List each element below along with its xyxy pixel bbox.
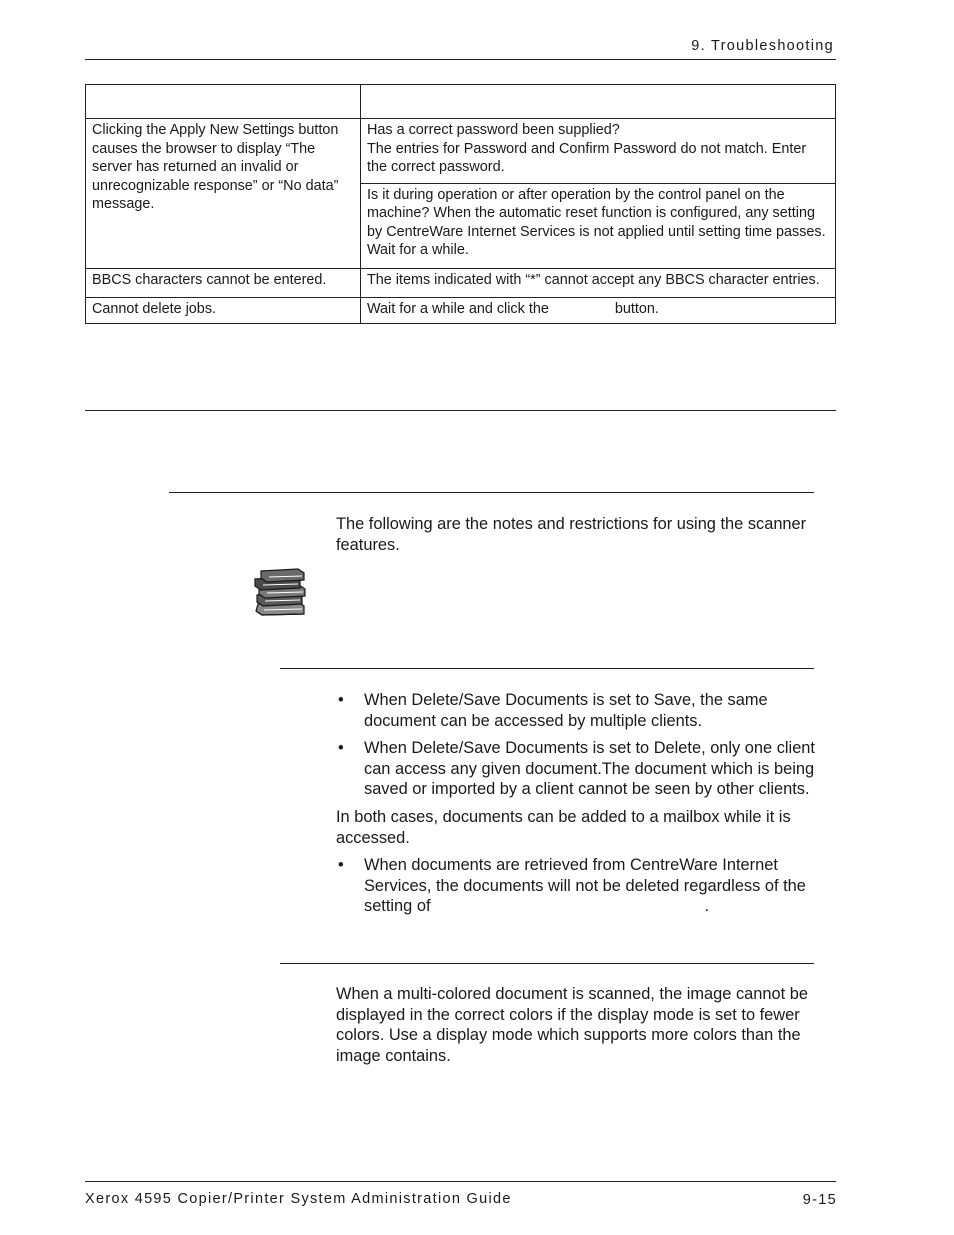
book-stack-icon [252,568,308,616]
symptom-text: Cannot delete jobs. [92,301,217,317]
list-item [336,738,836,800]
subsection-rule [280,963,814,964]
symptom-cell [86,298,361,324]
remedy-line: Has a correct password been supplied? [367,122,620,138]
remedy-text [361,119,835,183]
bullet-marker: • [338,856,344,874]
list-item [336,690,836,731]
list-item-text-after: . [704,897,710,915]
section-rule [85,410,836,411]
footer-guide-title: Xerox 4595 Copier/Printer System Administration Guide [85,1191,512,1207]
header-rule [85,59,836,60]
symptom-cell [86,119,361,269]
list-item-text: When Delete/Save Documents is set to Save, the same document can be accessed by multiple clients. [364,691,768,730]
remedy-cell [361,119,836,184]
intro-paragraph: The following are the notes and restrictions for using the scanner features. [336,515,807,554]
remedy-cell [361,183,836,268]
header-cell-remedy [361,85,836,119]
symptom-cell [86,268,361,298]
table-header-row [86,85,836,119]
remedy-text-after: button. [614,301,659,317]
subsection-rule [280,668,814,669]
running-header: 9. Troubleshooting [691,38,834,54]
remedy-text: Is it during operation or after operation by the control panel on the machine? When the automatic reset function is configured, any setting by CentreWare Internet Services is not applied until setting time passes. Wait for a while. [367,186,826,258]
list-item-text [364,855,836,917]
troubleshooting-table [85,84,836,324]
list-item-text: When Delete/Save Documents is set to Delete, only one client can access any given document.The document which is being saved or imported by a client cannot be seen by other clients. [364,739,815,798]
list-item [336,855,836,917]
bullet-marker: • [338,739,344,757]
table-row [86,298,836,324]
remedy-cell [361,298,836,324]
subsection-rule [169,492,814,493]
remedy-text-before: Wait for a while and click the [367,301,549,317]
bullet-marker: • [338,691,344,709]
remedy-text: The items indicated with “*” cannot accept any BBCS character entries. [367,271,820,288]
page-number: 9-15 [802,1192,837,1208]
list-item-text-before: When documents are retrieved from CentreWare Internet Services, the documents will not be deleted regardless of the setting of [364,856,806,915]
color-note-paragraph: When a multi-colored document is scanned, the image cannot be displayed in the correct colors if the display mode is set to fewer colors. Use a display mode which supports more colors than the image contains. [336,985,808,1065]
footer-rule [85,1181,836,1182]
symptom-text: BBCS characters cannot be entered. [92,271,327,288]
remedy-line: The entries for Password and Confirm Password do not match. Enter the correct password. [367,140,807,175]
both-cases-paragraph: In both cases, documents can be added to a mailbox while it is accessed. [336,808,791,847]
table-row [86,119,836,184]
header-cell-symptom [86,85,361,119]
remedy-cell [361,268,836,298]
remedy-text [361,298,835,323]
symptom-text: Clicking the Apply New Settings button causes the browser to display “The server has returned an invalid or unrecognizable response” or “No data” message. [92,122,339,212]
table-row [86,268,836,298]
